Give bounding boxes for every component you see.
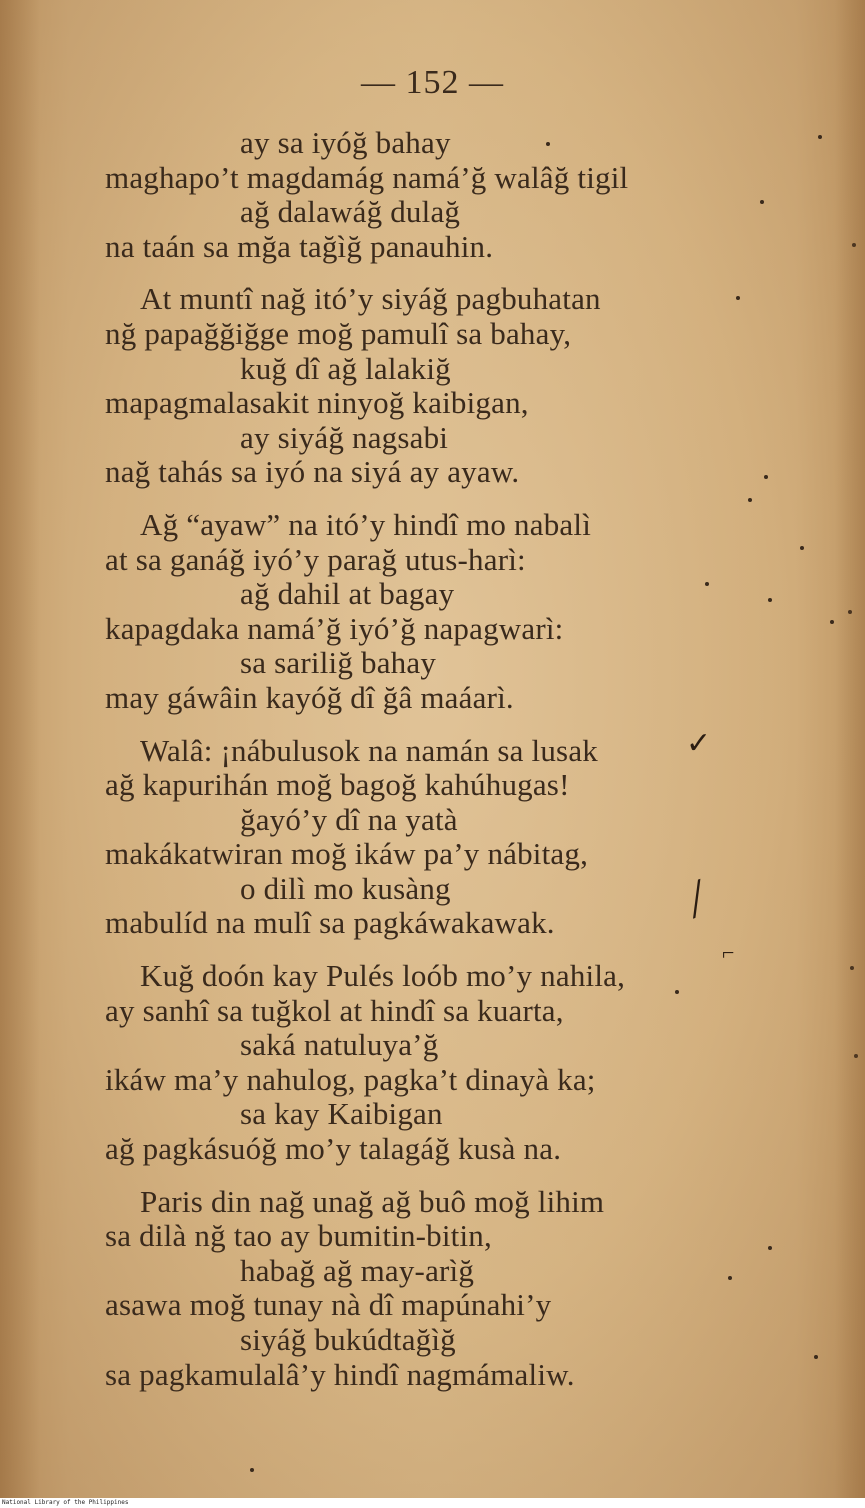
page-speck [848,610,852,614]
stanza-4 [0,734,865,942]
verse-line: ağ dalawáğ dulağ [240,194,461,230]
verse-line: siyáğ bukúdtağìğ [240,1322,456,1357]
verse-line: ay sa iyóğ bahay [240,125,451,160]
checkmark-icon: ✓ [686,727,712,760]
page-speck [764,475,768,479]
page-speck [728,1276,732,1280]
verse-line: Paris din nağ unağ ağ buô moğ lihim [140,1183,605,1219]
page-speck [818,135,822,139]
verse-line: ağ pagkásuóğ mo’y talagáğ kusà na. [105,1131,562,1167]
verse-line: ay siyáğ nagsabi [240,419,449,455]
page-speck [546,142,550,146]
page-speck [768,1246,772,1250]
verse-line: sa pagkamulalâ’y hindî nagmámaliw. [105,1356,575,1392]
verse-line: nğ papağğiğge moğ pamulî sa bahay, [105,315,572,351]
verse-line: makákatwiran moğ ikáw pa’y nábitag, [105,836,589,872]
poem-body [0,126,865,1410]
verse-line: sa kay Kaibigan [240,1096,443,1132]
page-number: — 152 — [361,64,504,101]
verse-line: At muntî nağ itó’y siyáğ pagbuhatan [140,281,601,317]
verse-line: ğayó’y dî na yatà [240,801,458,837]
verse-line: nağ tahás sa iyó na siyá ay ayaw. [105,454,520,490]
verse-line: at sa ganáğ iyó’y parağ utus-harì: [105,541,526,577]
verse-line: habağ ağ may-arìğ [240,1252,475,1288]
verse-line: mabulíd na mulî sa pagkáwakawak. [105,905,555,941]
verse-line: mapagmalasakit ninyoğ kaibigan, [105,385,529,421]
verse-line: o dilì mo kusàng [240,870,451,906]
page-speck [736,296,740,300]
verse-line: sa sariliğ bahay [240,645,437,681]
page-speck [768,598,772,602]
page-speck [850,966,854,970]
page-speck [800,546,804,550]
page-speck [760,200,764,204]
page-speck [830,620,834,624]
stanza-3 [0,508,865,716]
verse-line: Kuğ doón kay Pulés loób mo’y nahila, [140,958,626,994]
page-speck [852,243,856,247]
verse-line: Walâ: ¡nábulusok na namán sa lusak [140,732,598,768]
verse-line: asawa moğ tunay nà dî mapúnahi’y [105,1287,552,1323]
verse-line: kuğ dî ağ lalakiğ [240,350,451,386]
verse-line: sa dilà nğ tao ay bumitin-bitin, [105,1218,492,1254]
checkmark-icon: ╱ [682,880,712,919]
page-speck [250,1468,254,1472]
footer-bar [0,1498,865,1508]
page-speck [854,1054,858,1058]
page-speck [748,498,752,502]
stanza-2 [0,282,865,490]
verse-line: na taán sa mğa tağìğ panauhin. [105,228,494,264]
page-speck [705,582,709,586]
verse-line: ay sanhî sa tuğkol at hindî sa kuarta, [105,992,564,1028]
pencil-stroke-icon: ⌐ [722,940,735,965]
stanza-5 [0,959,865,1167]
page-speck [814,1355,818,1359]
verse-line: ağ dahil at bagay [240,576,455,612]
verse-line: maghapo’t magdamág namá’ğ walâğ tigil [105,159,629,195]
verse-line: Ağ “ayaw” na itó’y hindî mo nabalì [140,506,592,542]
verse-line: ağ kapurihán moğ bagoğ kahúhugas! [105,767,570,803]
footer-credit: National Library of the Philippines [2,1499,129,1506]
verse-line: kapagdaka namá’ğ iyó’ğ napagwarì: [105,610,564,646]
verse-line: saká natuluya’ğ [240,1027,439,1063]
page-speck [675,990,679,994]
verse-line: may gáwâin kayóğ dî ğâ maáarì. [105,679,514,715]
verse-line: ikáw ma’y nahulog, pagka’t dinayà ka; [105,1061,596,1097]
stanza-6 [0,1185,865,1393]
stanza-1 [0,126,865,264]
